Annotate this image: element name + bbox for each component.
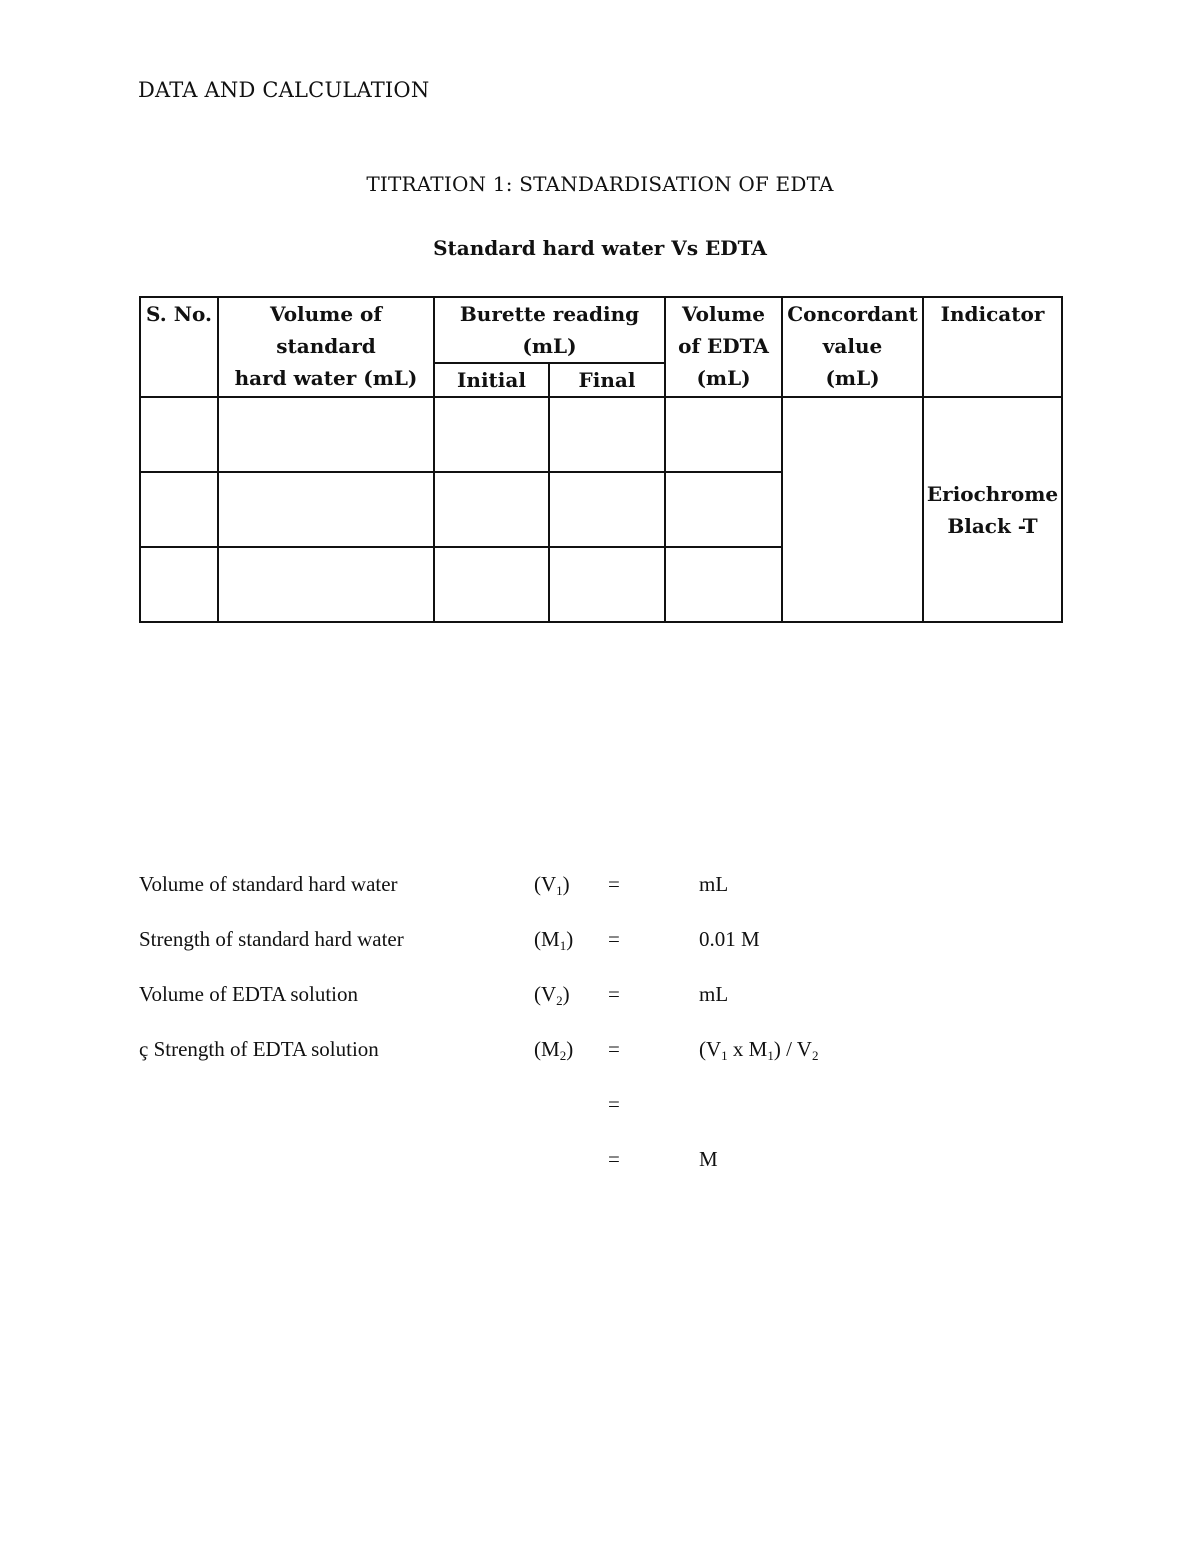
header-sno: S. No. [140, 297, 218, 397]
calc-value: M [699, 1147, 718, 1171]
calc-label: Volume of standard hard water [139, 872, 398, 896]
cell-indicator: Eriochrome Black -T [923, 397, 1062, 622]
observation-table [139, 296, 1063, 623]
titration-subtitle: Standard hard water Vs EDTA [433, 236, 767, 260]
calc-equals: = [608, 1147, 620, 1171]
calc-label: Volume of EDTA solution [139, 982, 359, 1006]
calc-symbol: $(M_1)$ [534, 927, 574, 953]
header-volume-hard-water: Volume of standard hard water (mL) [218, 297, 434, 397]
cell-volume [218, 397, 434, 472]
cell-volume [218, 472, 434, 547]
titration-title: TITRATION 1: STANDARDISATION OF EDTA [366, 172, 834, 196]
calc-equals: = [608, 1037, 620, 1061]
cell-sno [140, 397, 218, 472]
header-volume-edta: Volume of EDTA (mL) [665, 297, 782, 397]
calc-symbol: $(V_1)$ [534, 872, 570, 898]
cell-concordant-value [782, 397, 923, 622]
table-row [140, 397, 1062, 472]
calc-equals: = [608, 1092, 620, 1116]
cell-edta [665, 547, 782, 622]
calc-symbol: $(V_2)$ [534, 982, 570, 1008]
cell-final [549, 397, 665, 472]
cell-volume [218, 547, 434, 622]
calc-equals: = [608, 982, 620, 1006]
calc-value: mL [699, 982, 729, 1006]
cell-initial [434, 547, 549, 622]
header-concordant-value: Concordant value (mL) [782, 297, 923, 397]
header-indicator: Indicator [923, 297, 1062, 397]
cell-initial [434, 397, 549, 472]
cell-initial [434, 472, 549, 547]
calc-value: mL [699, 872, 729, 896]
calc-formula: ($V_1$ x $M_1) / V_2$ [699, 1037, 819, 1063]
header-final: Final [549, 363, 665, 397]
calc-value: 0.01 M [699, 927, 760, 951]
calc-label: Strength of standard hard water [139, 927, 404, 951]
cell-final [549, 547, 665, 622]
header-initial: Initial [434, 363, 549, 397]
cell-final [549, 472, 665, 547]
calc-symbol: $(M_2)$ [534, 1037, 574, 1063]
cell-edta [665, 397, 782, 472]
calc-equals: = [608, 927, 620, 951]
cell-sno [140, 547, 218, 622]
section-heading: DATA AND CALCULATION [138, 78, 430, 102]
calc-equals: = [608, 872, 620, 896]
header-burette-reading: Burette reading (mL) [434, 297, 665, 363]
cell-sno [140, 472, 218, 547]
calc-label: ç Strength of EDTA solution [139, 1037, 379, 1061]
cell-edta [665, 472, 782, 547]
